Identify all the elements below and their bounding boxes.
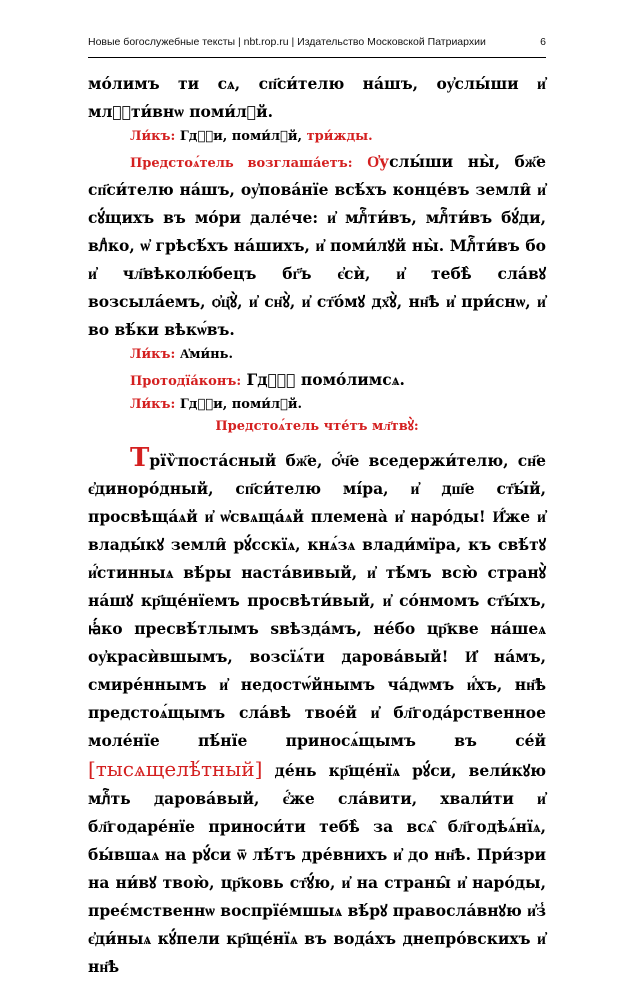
paragraph-text: мо́лимъ ти сѧ, сп҃си́телю на́шъ, оу҆слы́ши и҆ млⷭ҇ти́внѡ поми́лꙋй. — [88, 74, 546, 121]
speaker-label: Ли́къ: — [130, 347, 176, 362]
rubric-text: Гдⷭ҇и, поми́лꙋй, — [179, 129, 303, 144]
prayer-text: рїѷпоста́сный бж҃е, ѻ҆́ч҃е вседержи́телю, сн҃е є҆диноро́дный, сп҃си́телю мі́ра, и҆ дш҃е ст҃ы́й, просвѣща́ѧй и҆ ѡ҆свѧща́ѧй племена̀ и҆ наро́ды! И҆́же и҆ влады́кꙋ земли̑ рꙋ́сскїѧ, кнѧ́зѧ влади́мїра, къ свѣ́тꙋ и҆́стинныѧ вѣ́ры наста́вивый, и҆ тѣ́мъ всю̀ странꙋ̀ на́шꙋ кр҃ще́нїемъ просвѣти́вый, и҆ со́нмомъ ст҃ы́хъ, ꙗ҆́ко пресвѣ́тлымъ ѕвѣзда́мъ, не́бо цр҃кве на́шеѧ оу҆красѝвшымъ, возсїѧ́ти дарова́вый! И҆ на́мъ, смире́ннымъ и҆ недостѡ́йнымъ ча́дѡмъ и҆́хъ, нн҃ѣ предстоѧ́щымъ сла́вѣ твое́й и҆ бл҃года́рственное моле́нїе пѣ́нїе приносѧ́щымъ въ се́й — [88, 451, 546, 750]
rubric-text: Гдⷭ҇ꙋ помо́лимсѧ. — [246, 370, 405, 389]
prayer-text: де́нь кр҃ще́нїѧ рꙋ́си, вели́кꙋю млⷭ҇ть дарова́вый, є҆́же сла́вити, хвали́ти и҆ бл҃годаре́нїе приноси́ти тебѣ̀ за всѧ̑ бл҃годѣѧ́нїѧ, бы́вшаѧ на рꙋ́си ѿ лѣ́тъ дре́внихъ и҆ до нн҃ѣ. При́зри на ни́вꙋ твою̀, цр҃ковь ст҃ꙋ́ю, и҆ на страны̑ и҆ наро́ды, преє́мственнѡ воспрїе́мшыѧ вѣ́рꙋ правосла́внꙋю и҆з̾ є҆ди́ныѧ кꙋ́пели кр҃ще́нїѧ въ вода́хъ днепро́вскихъ и҆ нн҃ѣ — [88, 761, 546, 976]
body-text — [88, 70, 546, 981]
speaker-label: Предстоѧ́тель возглаша́етъ: — [130, 156, 353, 171]
paragraph-continuation — [88, 70, 546, 126]
paragraph-text: слы́ши ны̀, бж҃е сп҃си́телю на́шъ, оу҆пова́нїе всѣ́хъ конце́въ земли̑ и҆ сꙋ́щихъ въ мо́ри дале́че: и҆ млⷭ҇ти́въ, млⷭ҇ти́въ бꙋ́ди, влⷣко, ѡ҆ грѣсѣ́хъ на́шихъ, и҆ поми́лꙋй ны̀. Млⷭ҇ти́въ бо и҆ чл҃вѣколю́бецъ бг҃ъ є҆сѝ, и҆ тебѣ̀ сла́вꙋ возсыла́емъ, ѻ҆ц҃ꙋ̀, и҆ сн҃ꙋ̀, и҆ ст҃о́мꙋ дх҃ꙋ̀, нн҃ѣ и҆ при́снѡ, и҆ во вѣ́ки вѣкѡ́въ. — [88, 152, 546, 339]
rubric-line — [88, 366, 546, 394]
prayer-paragraph — [88, 444, 546, 981]
header-site: nbt.rop.ru — [243, 36, 289, 48]
exclamation-paragraph — [88, 148, 546, 344]
drop-cap: Т — [130, 443, 150, 473]
speaker-label: Ли́къ: — [130, 397, 176, 412]
speaker-label: Ли́къ: — [130, 129, 176, 144]
rubric-text: А҆ми́нь. — [179, 347, 234, 362]
rubric-line — [88, 394, 546, 416]
initial-letter: О҆у — [367, 152, 390, 171]
section-heading: Предстоѧ́тель чте́тъ мл҃твꙋ̀: — [215, 419, 419, 434]
rubric-line — [88, 126, 546, 148]
header-publisher: Издательство Московской Патриархии — [297, 36, 486, 48]
page-number: 6 — [540, 36, 546, 48]
header-title: Новые богослужебные тексты — [88, 36, 236, 48]
header-rule — [88, 57, 546, 58]
speaker-label: Протодїа́конъ: — [130, 374, 242, 389]
bracketed-insert: [тысѧщелѣ́тный] — [88, 757, 263, 781]
header-separator: | — [291, 36, 295, 48]
header-separator: | — [237, 36, 241, 48]
rubric-text: Гдⷭ҇и, поми́лꙋй. — [179, 397, 303, 412]
rubric-note: три́жды. — [306, 129, 373, 144]
running-header — [88, 36, 546, 48]
rubric-line — [88, 344, 546, 366]
